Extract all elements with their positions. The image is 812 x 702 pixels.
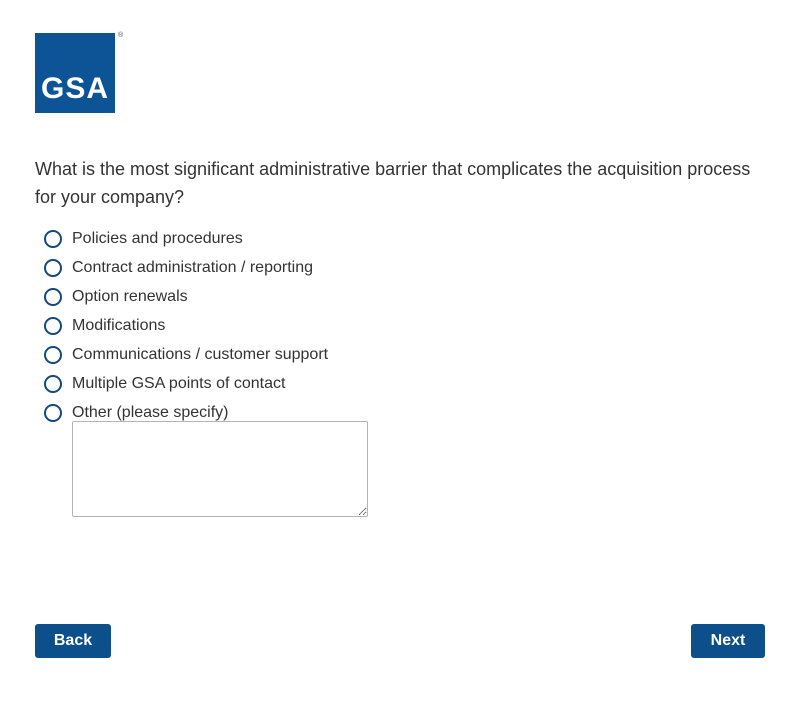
option-label: Communications / customer support: [72, 345, 329, 363]
option-label: Option renewals: [72, 287, 188, 305]
gsa-logo: [35, 33, 115, 113]
answer-options: [44, 224, 328, 427]
option-contract-administration[interactable]: [44, 253, 328, 282]
question-text: What is the most significant administrative barrier that complicates the acquisition process for your company?: [35, 159, 751, 207]
radio-button[interactable]: [44, 317, 62, 335]
gsa-logo-text: GSA: [41, 72, 110, 105]
registered-trademark-mark: ®: [118, 32, 124, 39]
option-label: Modifications: [72, 316, 166, 334]
option-label: Multiple GSA points of contact: [72, 374, 286, 392]
radio-button[interactable]: [44, 259, 62, 277]
back-button[interactable]: Back: [35, 624, 111, 658]
radio-button[interactable]: [44, 230, 62, 248]
option-label: Contract administration / reporting: [72, 258, 313, 276]
option-modifications[interactable]: [44, 311, 328, 340]
radio-button[interactable]: [44, 375, 62, 393]
other-specify-textarea[interactable]: [72, 421, 368, 517]
radio-button[interactable]: [44, 404, 62, 422]
option-multiple-gsa-points-of-contact[interactable]: [44, 369, 328, 398]
option-label: Policies and procedures: [72, 229, 243, 247]
radio-button[interactable]: [44, 346, 62, 364]
option-communications-customer-support[interactable]: [44, 340, 328, 369]
option-policies-and-procedures[interactable]: [44, 224, 328, 253]
option-option-renewals[interactable]: [44, 282, 328, 311]
option-label: Other (please specify): [72, 403, 229, 421]
next-button[interactable]: Next: [691, 624, 765, 658]
radio-button[interactable]: [44, 288, 62, 306]
